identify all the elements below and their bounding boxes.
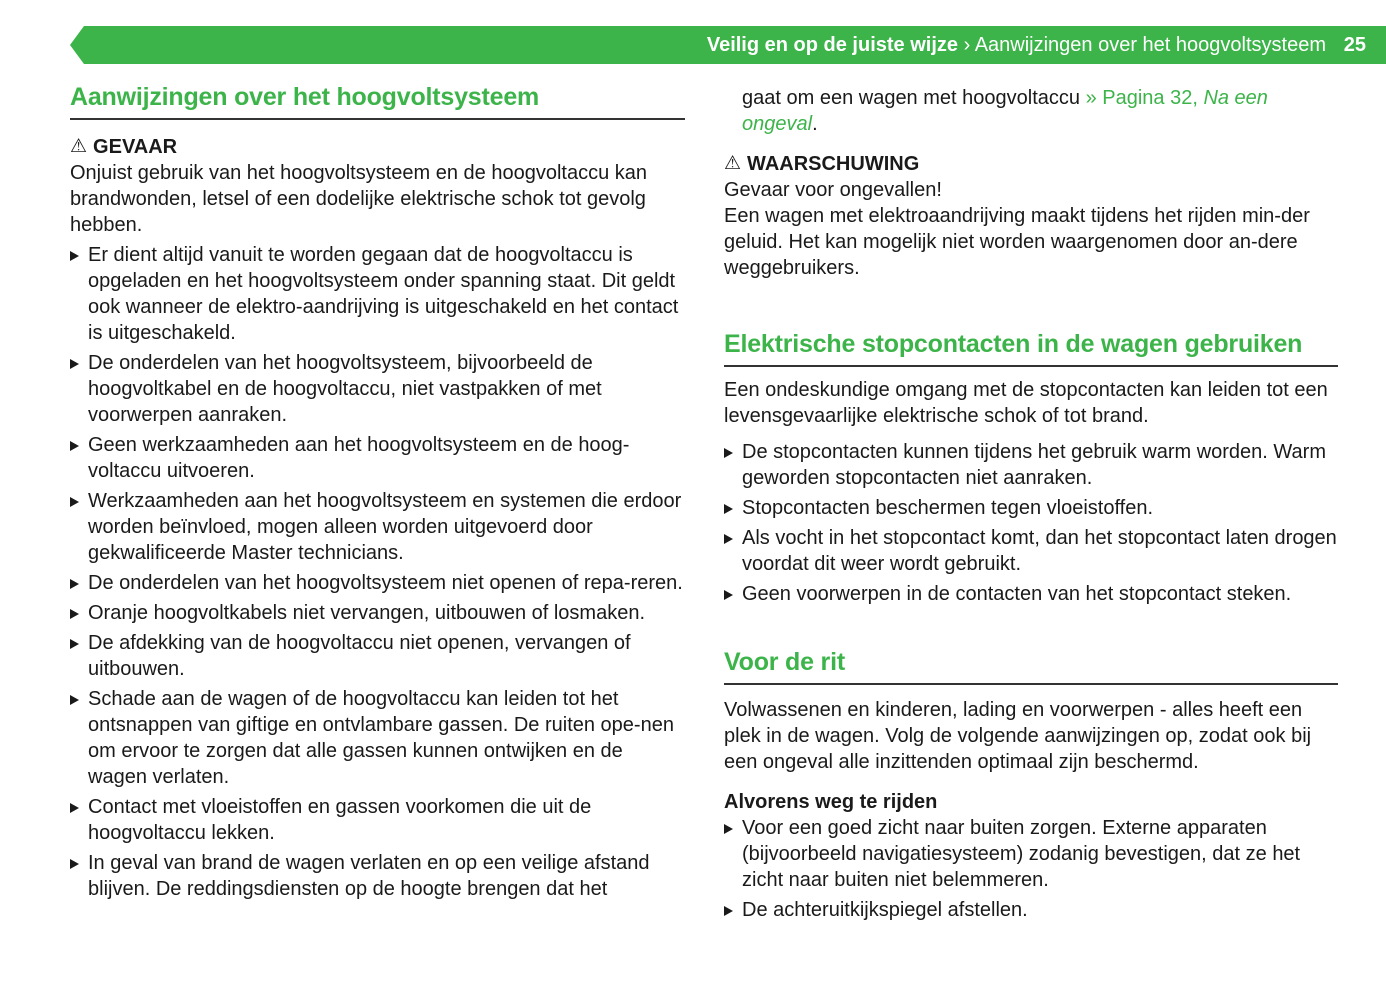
list-item: Er dient altijd vanuit te worden gegaan dat de hoogvoltaccu is opgeladen en het hoogvoltsysteem onder spanning staat. Dit geldt ook wanneer de elektro-aandrijving is uitgeschakeld en het contact is uitgeschakeld. (70, 242, 685, 346)
warning-triangle-icon: ⚠ (724, 153, 742, 174)
bullet-triangle-icon (70, 639, 79, 649)
warning-heading (724, 151, 1338, 177)
danger-list (70, 242, 685, 902)
list-item: De achteruitkijkspiegel afstellen. (724, 897, 1338, 923)
warning-triangle-icon: ⚠ (70, 136, 88, 157)
list-item: Voor een goed zicht naar buiten zorgen. Externe apparaten (bijvoorbeeld navigatiesysteem) zodanig bevestigen, dat ze het zicht naar buiten niet belemmeren. (724, 815, 1338, 893)
bullet-triangle-icon (724, 534, 733, 544)
page-reference-link[interactable]: » Pagina 32, Na een ongeval (742, 87, 1268, 135)
warning-line-2: Een wagen met elektroaandrijving maakt tijdens het rijden min-der geluid. Het kan mogelijk niet worden waargenomen door an-dere weggebruikers. (724, 205, 1310, 279)
danger-continuation: gaat om een wagen met hoogvoltaccu » Pagina 32, Na een ongeval. (742, 87, 1268, 135)
section-title-hv: Aanwijzingen over het hoogvoltsysteem (70, 80, 685, 120)
bullet-triangle-icon (70, 359, 79, 369)
warning-label: WAARSCHUWING (747, 153, 920, 175)
bullet-triangle-icon (70, 609, 79, 619)
list-item: Geen werkzaamheden aan het hoogvoltsysteem en de hoog-voltaccu uitvoeren. (70, 432, 685, 484)
section-title-sockets: Elektrische stopcontacten in de wagen gebruiken (724, 327, 1338, 367)
bullet-triangle-icon (724, 504, 733, 514)
sockets-intro: Een ondeskundige omgang met de stopcontacten kan leiden tot een levensgevaarlijke elektrische schok of tot brand. (724, 379, 1328, 427)
list-item: De onderdelen van het hoogvoltsysteem, bijvoorbeeld de hoogvoltkabel en de hoogvoltaccu, niet vastpakken of met voorwerpen aanraken. (70, 350, 685, 428)
bullet-triangle-icon (724, 906, 733, 916)
section-title-trip: Voor de rit (724, 645, 1338, 685)
list-item: Geen voorwerpen in de contacten van het stopcontact steken. (724, 581, 1338, 607)
list-item: Contact met vloeistoffen en gassen voorkomen die uit de hoogvoltaccu lekken. (70, 794, 685, 846)
header-separator: › (963, 34, 971, 56)
list-item: De afdekking van de hoogvoltaccu niet openen, vervangen of uitbouwen. (70, 630, 685, 682)
bullet-triangle-icon (724, 824, 733, 834)
right-column (724, 85, 1338, 927)
running-header (707, 26, 1326, 64)
header-section: Aanwijzingen over het hoogvoltsysteem (974, 34, 1326, 56)
list-item: Als vocht in het stopcontact komt, dan het stopcontact laten drogen voordat dit weer wordt gebruikt. (724, 525, 1338, 577)
danger-heading (70, 134, 685, 160)
list-item: Stopcontacten beschermen tegen vloeistoffen. (724, 495, 1338, 521)
danger-intro: Onjuist gebruik van het hoogvoltsysteem en de hoogvoltaccu kan brandwonden, letsel of een dodelijke elektrische schok tot gevolg hebben. (70, 162, 648, 236)
bullet-triangle-icon (724, 448, 733, 458)
danger-label: GEVAAR (93, 136, 178, 158)
trip-intro: Volwassenen en kinderen, lading en voorwerpen - alles heeft een plek in de wagen. Volg de volgende aanwijzingen op, zodat ook bij een ongeval alle inzittenden optimaal zijn beschermd. (724, 699, 1312, 773)
bullet-triangle-icon (70, 859, 79, 869)
list-item: In geval van brand de wagen verlaten en op een veilige afstand blijven. De reddingsdiensten op de hoogte brengen dat het (70, 850, 685, 902)
list-item: Oranje hoogvoltkabels niet vervangen, uitbouwen of losmaken. (70, 600, 685, 626)
bullet-triangle-icon (70, 497, 79, 507)
left-column (70, 80, 685, 906)
trip-list (724, 815, 1338, 923)
list-item: Schade aan de wagen of de hoogvoltaccu kan leiden tot het ontsnappen van giftige en ontvlambare gassen. De ruiten ope-nen om ervoor te zorgen dat alle gassen kunnen ontwijken en de wagen verlaten. (70, 686, 685, 790)
list-item: De onderdelen van het hoogvoltsysteem niet openen of repa-reren. (70, 570, 685, 596)
bullet-triangle-icon (70, 251, 79, 261)
bullet-triangle-icon (724, 590, 733, 600)
header-chapter: Veilig en op de juiste wijze (706, 34, 958, 56)
list-item: Werkzaamheden aan het hoogvoltsysteem en systemen die erdoor worden beïnvloed, mogen alleen worden uitgevoerd door gekwalificeerde Master technicians. (70, 488, 685, 566)
bullet-triangle-icon (70, 695, 79, 705)
warning-line-1: Gevaar voor ongevallen! (724, 179, 942, 201)
page-number: 25 (1343, 34, 1366, 56)
bullet-triangle-icon (70, 579, 79, 589)
list-item: De stopcontacten kunnen tijdens het gebruik warm worden. Warm geworden stopcontacten niet aanraken. (724, 439, 1338, 491)
bullet-triangle-icon (70, 803, 79, 813)
sockets-list (724, 439, 1338, 607)
trip-subhead: Alvorens weg te rijden (724, 791, 938, 813)
bullet-triangle-icon (70, 441, 79, 451)
